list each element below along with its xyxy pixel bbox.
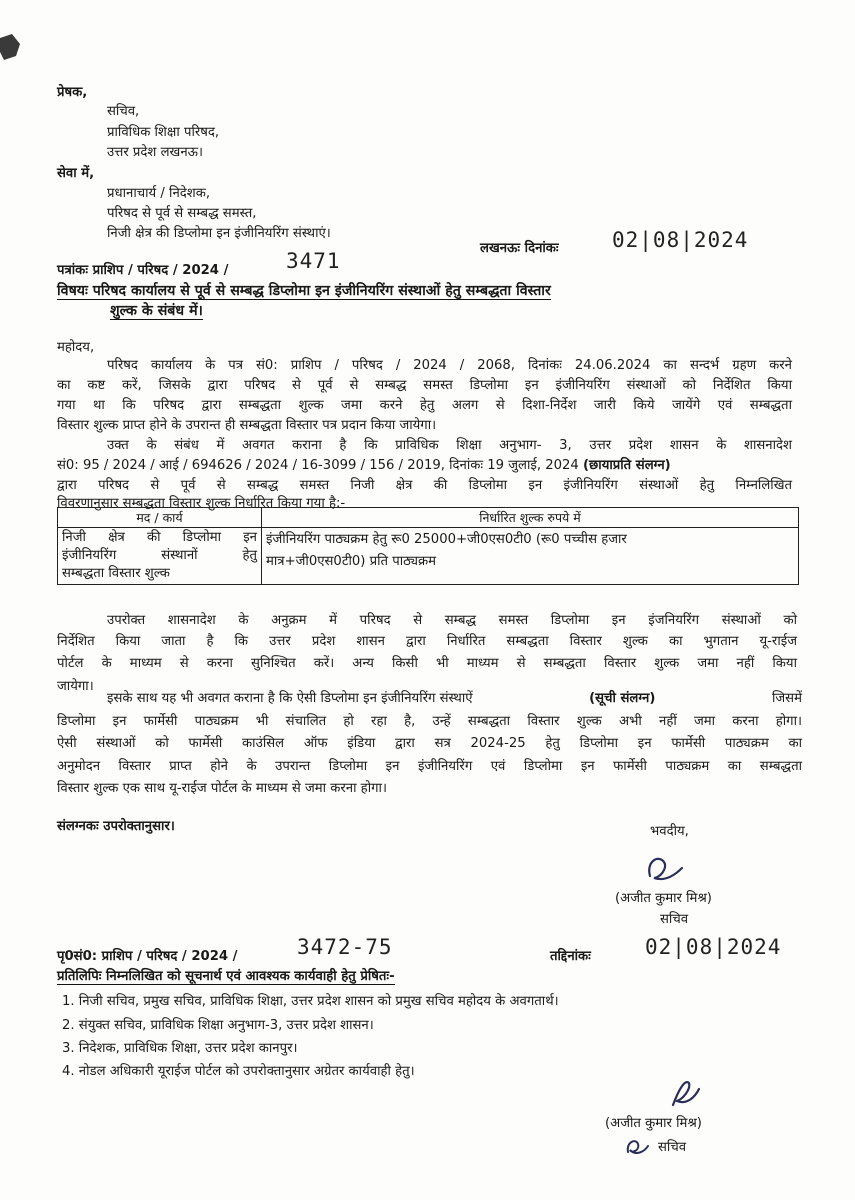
recipient-line: परिषद से पूर्व से सम्बद्ध समस्त, <box>107 206 257 221</box>
para2-attached-note: (छायाप्रति संलग्न) <box>583 458 671 473</box>
letter-number-label: पत्रांकः प्राशिप / परिषद / 2024 / <box>57 263 229 278</box>
item-line: सम्बद्धता विस्तार शुल्क <box>62 566 170 581</box>
initial-mark <box>622 1136 652 1158</box>
copy-date-label: तद्दिनांकः <box>550 949 591 964</box>
para4-text: जिसमें <box>771 691 802 706</box>
sender-line: उत्तर प्रदेश लखनऊ। <box>107 145 203 160</box>
table-cell-fee <box>262 528 799 585</box>
copy-heading <box>57 968 395 985</box>
salutation: महोदय, <box>57 340 95 355</box>
para4-list-note: (सूची संलग्न) <box>589 691 656 706</box>
table-header-row <box>58 508 799 528</box>
subject-text: शुल्क के संबंध में। <box>110 303 203 319</box>
signatory-name: (अजीत कुमार मिश्र) <box>615 891 712 906</box>
fee-table <box>57 507 799 585</box>
letter-number-handwritten: 3471 <box>286 249 341 273</box>
item-line: निजी क्षेत्र की डिप्लोमा इन <box>62 530 257 545</box>
date-label: लखनऊः दिनांकः <box>480 241 559 256</box>
table-header: मद / कार्य <box>58 508 262 528</box>
copy-list-item: 2. संयुक्त सचिव, प्राविधिक शिक्षा अनुभाग-3, उत्तर प्रदेश शासन। <box>62 1018 374 1033</box>
copy-ref-handwritten: 3472-75 <box>297 935 393 959</box>
signatory-title: सचिव <box>660 912 689 927</box>
para4-line: डिप्लोमा इन फार्मेसी पाठ्यक्रम भी संचालित हो रहा है, उन्हें सम्बद्धता विस्तार शुल्क अभी नहीं जमा करना होगा। <box>57 714 802 729</box>
table-cell-item <box>58 528 262 585</box>
para1-line: का कष्ट करें, जिसके द्वारा परिषद से पूर्व से सम्बद्ध समस्त डिप्लोमा इन इंजीनियरिंग संस्थाओं को निर्देशित किया <box>57 378 792 393</box>
copy-ref-label: पृ0सं0: प्राशिप / परिषद / 2024 / <box>57 949 238 964</box>
enclosure: संलग्नकः उपरोक्तानुसार। <box>57 819 175 834</box>
sender-line: प्राविधिक शिक्षा परिषद, <box>107 125 220 140</box>
para4-line: विस्तार शुल्क एक साथ यू-राईज पोर्टल के माध्यम से जमा करना होगा। <box>57 781 387 796</box>
copy-date-handwritten: 02|08|2024 <box>645 935 782 959</box>
copy-list-item: 3. निदेशक, प्राविधिक शिक्षा, उत्तर प्रदेश कानपुर। <box>62 1041 298 1056</box>
para1-line: विस्तार शुल्क प्राप्त होने के उपरान्त ही सम्बद्धता विस्तार पत्र प्रदान किया जायेगा। <box>57 418 437 433</box>
sender-label: प्रेषक, <box>57 85 88 100</box>
table-header: निर्धारित शुल्क रुपये में <box>262 508 799 528</box>
para3-line: उपरोक्त शासनादेश के अनुक्रम में परिषद से सम्बद्ध समस्त डिप्लोमा इन इंजनियरिंग संस्थाओं को <box>107 613 797 628</box>
para2-line: उक्त के संबंध में अवगत कराना है कि प्राविधिक शिक्षा अनुभाग- 3, उत्तर प्रदेश शासन के शासनादेश <box>107 438 792 453</box>
copy-heading-text: प्रतिलिपिः निम्नलिखित को सूचनार्थ एवं आवश्यक कार्यवाही हेतु प्रेषितः- <box>57 969 395 984</box>
closing: भवदीय, <box>650 824 689 839</box>
fee-line: मात्र+जी0एस0टी0) प्रति पाठ्यक्रम <box>266 554 437 569</box>
fee-line: इंजीनियरिंग पाठ्यक्रम हेतु रू0 25000+जी0एस0टी0 (रू0 पच्चीस हजार <box>266 532 627 547</box>
para4-line: अनुमोदन विस्तार प्राप्त होने के उपरान्त डिप्लोमा इन इंजीनियरिंग एवं डिप्लोमा इन फार्मेसी पाठ्यक्रम का सम्बद्धता <box>57 759 802 774</box>
para2-line <box>57 457 671 474</box>
signature-mark <box>665 1075 705 1113</box>
signature-mark <box>640 848 690 888</box>
para4-line: ऐसी संस्थाओं को फार्मेसी काउंसिल ऑफ इंडिया द्वारा सत्र 2024-25 हेतु डिप्लोमा इन फार्मेसी पाठ्यक्रम का <box>57 736 802 751</box>
para2-line: विवरणानुसार सम्बद्धता विस्तार शुल्क निर्धारित किया गया है:- <box>57 496 346 511</box>
recipient-label: सेवा में, <box>57 166 95 181</box>
para2-line: द्वारा परिषद से पूर्व से सम्बद्ध समस्त निजी क्षेत्र की डिप्लोमा इन इंजीनियरिंग संस्थाओं हेतु निम्नलिखित <box>57 478 792 493</box>
recipient-line: प्रधानाचार्य / निदेशक, <box>107 186 211 201</box>
ink-blot-mark <box>0 34 22 60</box>
para2-ref: सं0: 95 / 2024 / आई / 694626 / 2024 / 16-3099 / 156 / 2019, दिनांकः 19 जुलाई, 2024 <box>57 458 579 473</box>
para4-line <box>107 690 802 707</box>
subject-text: विषयः परिषद कार्यालय से पूर्व से सम्बद्ध डिप्लोमा इन इंजीनियरिंग संस्थाओं हेतु सम्बद्धता विस्तार <box>57 283 551 299</box>
para1-line: गया था कि परिषद द्वारा सम्बद्धता शुल्क जमा करने हेतु अलग से दिशा-निर्देश जारी किये जायेंगे एवं सम्बद्धता <box>57 398 792 413</box>
para1-line: परिषद कार्यालय के पत्र सं0: प्राशिप / परिषद / 2024 / 2068, दिनांकः 24.06.2024 का सन्दर्भ ग्रहण करने <box>107 358 792 373</box>
signatory2-name: (अजीत कुमार मिश्र) <box>605 1116 702 1131</box>
subject-line <box>57 281 551 300</box>
copy-list-item: 4. नोडल अधिकारी यूराईज पोर्टल को उपरोक्तानुसार अग्रेतर कार्यवाही हेतु। <box>62 1064 415 1079</box>
item-line: इंजीनियरिंग संस्थानों हेतु <box>62 548 257 563</box>
para3-line: पोर्टल के माध्यम से करना सुनिश्चित करें। अन्य किसी भी माध्यम से सम्बद्धता विस्तार शुल्क जमा नहीं किया <box>57 656 797 671</box>
sender-line: सचिव, <box>107 104 140 119</box>
date-handwritten: 02|08|2024 <box>612 228 749 252</box>
subject-line <box>110 301 203 320</box>
copy-list-item: 1. निजी सचिव, प्रमुख सचिव, प्राविधिक शिक्षा, उत्तर प्रदेश शासन को प्रमुख सचिव महोदय के अवगतार्थ। <box>62 994 559 1009</box>
recipient-line: निजी क्षेत्र की डिप्लोमा इन इंजीनियरिंग संस्थाएं। <box>107 226 331 241</box>
signatory2-title: सचिव <box>658 1140 687 1155</box>
para4-text: इसके साथ यह भी अवगत कराना है कि ऐसी डिप्लोमा इन इंजीनियरिंग संस्थाऐं <box>107 691 473 706</box>
para3-line: जायेगा। <box>57 679 94 694</box>
para3-line: निर्देशित किया जाता है कि उत्तर प्रदेश शासन द्वारा निर्धारित सम्बद्धता विस्तार शुल्क का भुगतान यू-राईज <box>57 634 797 649</box>
table-row <box>58 528 799 585</box>
